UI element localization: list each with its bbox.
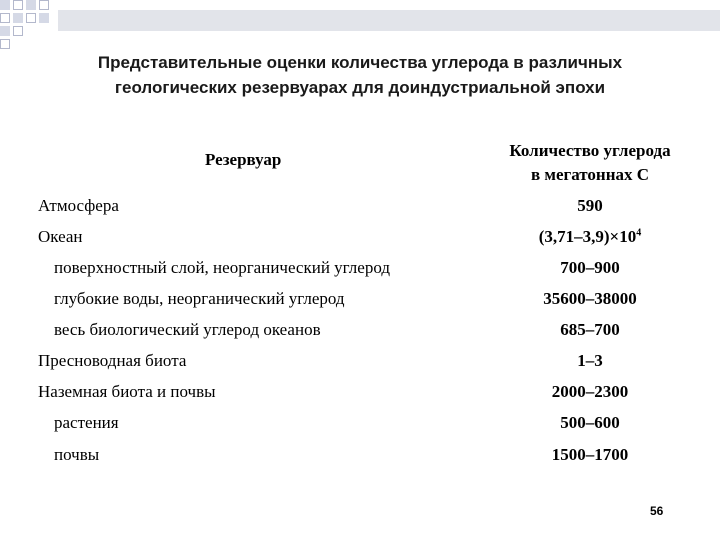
header-bar [58, 10, 720, 31]
row-label: весь биологический углерод океанов [54, 320, 321, 339]
row-value [480, 227, 700, 247]
row-value: 700–900 [560, 258, 620, 277]
row-value: 685–700 [560, 320, 620, 339]
title-line-2: геологических резервуарах для доиндустриальной эпохи [114, 78, 606, 97]
table-row [0, 258, 720, 282]
row-label: Пресноводная биота [38, 351, 187, 370]
page-number: 56 [650, 504, 664, 518]
table-row [0, 320, 720, 344]
row-label: глубокие воды, неорганический углерод [54, 289, 345, 308]
table-row [0, 351, 720, 375]
slide-title [40, 50, 680, 100]
column-header-reservoir: Резервуар [205, 150, 282, 169]
table-row [0, 227, 720, 251]
table-row [0, 196, 720, 220]
row-label: Атмосфера [38, 196, 119, 215]
row-label: почвы [54, 445, 100, 464]
column-header-amount-line-2: в мегатоннах С [530, 165, 650, 184]
row-value-exponent: 4 [636, 227, 642, 239]
row-label: поверхностный слой, неорганический углерод [54, 258, 390, 277]
row-value: 1–3 [577, 351, 603, 370]
table-row [0, 382, 720, 406]
table-row [0, 413, 720, 437]
row-label: растения [54, 413, 119, 432]
row-value: 35600–38000 [543, 289, 637, 308]
row-label: Океан [38, 227, 83, 246]
row-value: 2000–2300 [551, 382, 629, 401]
header-decoration [0, 0, 720, 40]
row-label: Наземная биота и почвы [38, 382, 216, 401]
table-row [0, 445, 720, 469]
column-header-amount [480, 139, 700, 187]
row-value-base: (3,71–3,9)×10 [538, 227, 637, 246]
table-row [0, 289, 720, 313]
row-value: 590 [577, 196, 603, 215]
title-line-1: Представительные оценки количества углерода в различных [97, 53, 623, 72]
row-value: 500–600 [560, 413, 620, 432]
row-value: 1500–1700 [551, 445, 629, 464]
column-header-amount-line-1: Количество углерода [509, 141, 671, 160]
